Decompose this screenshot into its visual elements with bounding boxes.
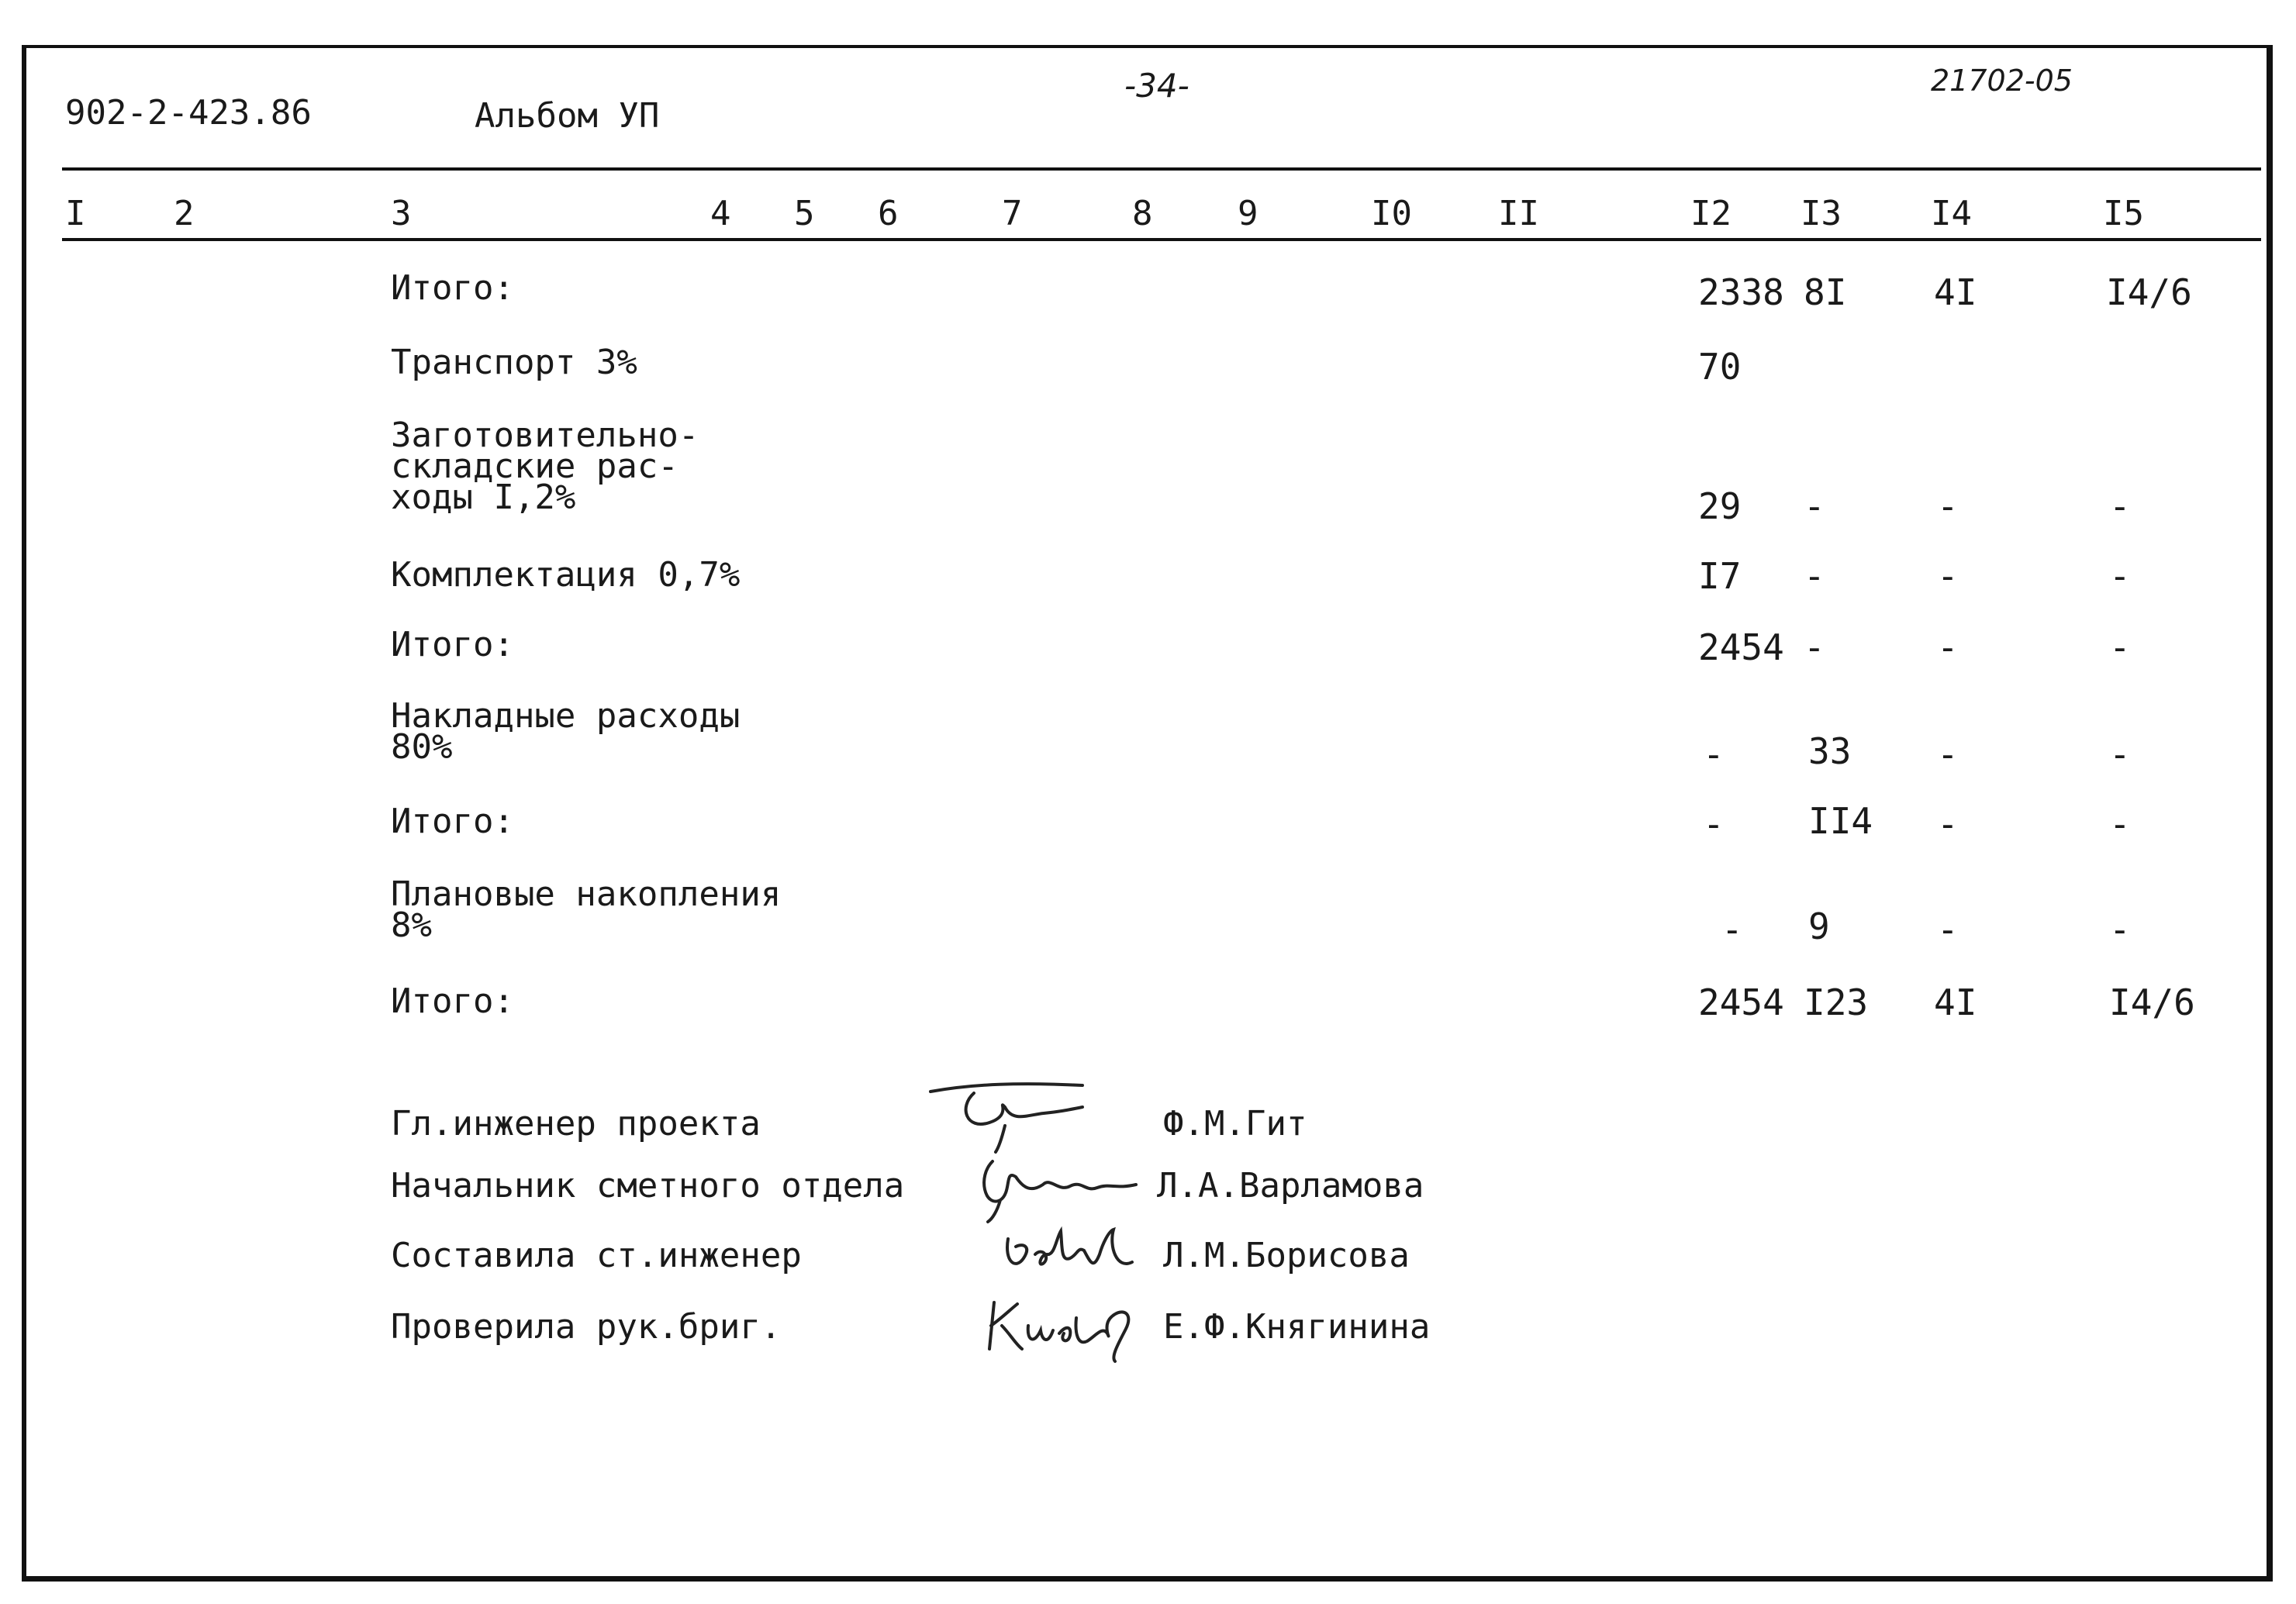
row-4-col15: - [2109, 555, 2131, 597]
col-num-12: I2 [1690, 194, 1731, 233]
row-3-label: Заготовительно- складские рас- ходы I,2% [391, 416, 699, 517]
row-3-col15: - [2109, 485, 2131, 527]
row-2-label: Транспорт 3% [391, 343, 637, 382]
row-5-col14: - [1937, 626, 1959, 668]
row-7-col14: - [1937, 803, 1959, 845]
row-3-col13: - [1804, 485, 1825, 527]
album-title: Альбом УП [475, 96, 660, 136]
column-number-rule [62, 238, 2261, 241]
row-8-col15: - [2109, 909, 2131, 950]
header-rule [62, 167, 2261, 171]
col-num-8: 8 [1132, 194, 1153, 233]
col-num-14: I4 [1931, 194, 1972, 233]
row-8-col12: - [1721, 909, 1743, 950]
row-8-col14: - [1937, 909, 1959, 950]
row-7-col12: - [1703, 803, 1725, 845]
signature-name-3: Л.М.Борисова [1163, 1236, 1410, 1275]
row-6-label: Накладные расходы 80% [391, 696, 741, 767]
col-num-2: 2 [174, 194, 195, 233]
row-7-col13: II4 [1808, 800, 1873, 842]
row-5-col12: 2454 [1698, 626, 1784, 668]
row-1-col14: 4I [1934, 271, 1977, 313]
row-8-col13: 9 [1808, 905, 1830, 947]
row-1-col12: 2338 [1698, 271, 1784, 313]
col-num-9: 9 [1238, 194, 1258, 233]
signature-scribble-3 [1000, 1216, 1155, 1285]
page-number: -34- [1124, 67, 1189, 105]
row-4-col12: I7 [1698, 555, 1742, 597]
row-9-label: Итого: [391, 981, 514, 1021]
row-8-label: Плановые накопления 8% [391, 874, 782, 945]
signature-name-2: Л.А.Варламова [1157, 1166, 1424, 1206]
col-num-1: I [65, 194, 86, 233]
col-num-5: 5 [794, 194, 815, 233]
document-code: 902-2-423.86 [65, 93, 312, 133]
row-1-col13: 8I [1804, 271, 1847, 313]
row-6-col13: 33 [1808, 730, 1852, 772]
row-3-col12: 29 [1698, 485, 1742, 527]
signature-role-4: Проверила рук.бриг. [391, 1307, 782, 1347]
signature-scribble-2 [969, 1146, 1163, 1223]
inventory-number: 21702-05 [1931, 64, 2073, 98]
signature-name-4: Е.Ф.Княгинина [1163, 1307, 1431, 1347]
row-9-col13: I23 [1804, 981, 1869, 1023]
row-5-label: Итого: [391, 625, 514, 664]
row-7-label: Итого: [391, 802, 514, 841]
row-7-col15: - [2109, 803, 2131, 845]
row-6-col14: - [1937, 733, 1959, 775]
row-4-col14: - [1937, 555, 1959, 597]
row-9-col14: 4I [1934, 981, 1977, 1023]
row-3-col14: - [1937, 485, 1959, 527]
col-num-10: I0 [1371, 194, 1412, 233]
col-num-13: I3 [1801, 194, 1842, 233]
col-num-15: I5 [2103, 194, 2144, 233]
row-9-col15: I4/6 [2109, 981, 2195, 1023]
col-num-7: 7 [1002, 194, 1023, 233]
row-2-col12: 70 [1698, 346, 1742, 388]
row-5-col13: - [1804, 626, 1825, 668]
row-6-col15: - [2109, 733, 2131, 775]
signature-scribble-4 [979, 1279, 1165, 1364]
signature-role-3: Составила ст.инженер [391, 1236, 802, 1275]
row-1-col15: I4/6 [2106, 271, 2192, 313]
signature-role-2: Начальник сметного отдела [391, 1166, 905, 1206]
row-4-col13: - [1804, 555, 1825, 597]
row-1-label: Итого: [391, 268, 514, 308]
col-num-6: 6 [878, 194, 899, 233]
signature-name-1: Ф.М.Гит [1163, 1104, 1307, 1143]
col-num-3: 3 [391, 194, 412, 233]
row-6-col12: - [1703, 733, 1725, 775]
signature-scribble-1 [927, 1076, 1145, 1154]
row-9-col12: 2454 [1698, 981, 1784, 1023]
col-num-11: II [1498, 194, 1539, 233]
col-num-4: 4 [710, 194, 731, 233]
signature-role-1: Гл.инженер проекта [391, 1104, 761, 1143]
row-4-label: Комплектация 0,7% [391, 555, 741, 595]
row-5-col15: - [2109, 626, 2131, 668]
